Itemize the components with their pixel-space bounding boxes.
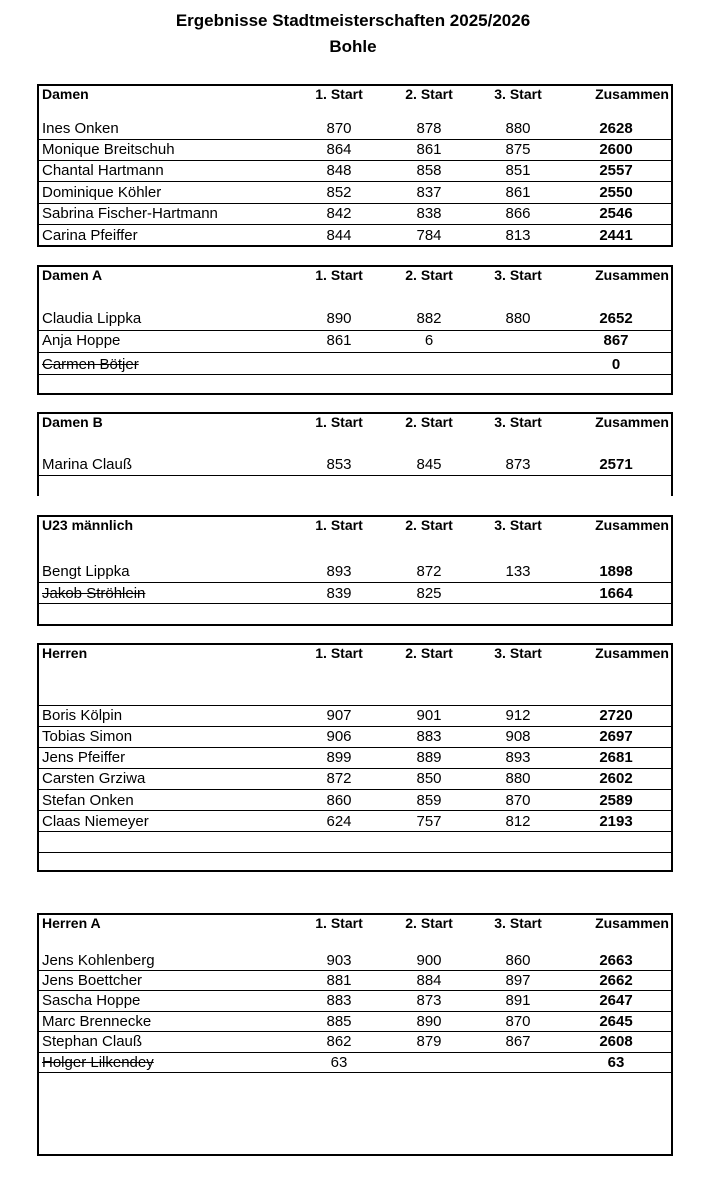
table-row bbox=[39, 562, 671, 582]
column-header-start1: 1. Start bbox=[315, 86, 363, 102]
table-row bbox=[39, 706, 671, 726]
table-row bbox=[39, 951, 671, 971]
results-table bbox=[37, 265, 673, 395]
player-name: Chantal Hartmann bbox=[42, 162, 164, 179]
category-name: Herren A bbox=[42, 915, 101, 931]
results-table bbox=[37, 412, 673, 496]
score-start2: 878 bbox=[416, 120, 442, 137]
score-start2: 900 bbox=[416, 952, 442, 969]
score-start1: 872 bbox=[326, 770, 352, 787]
score-start2: 825 bbox=[416, 585, 442, 602]
score-start3: 908 bbox=[505, 728, 531, 745]
score-start1: 864 bbox=[326, 141, 352, 158]
table-row bbox=[39, 812, 671, 832]
column-header-start2: 2. Start bbox=[405, 86, 453, 102]
score-start2: 6 bbox=[424, 332, 434, 349]
table-header bbox=[39, 515, 671, 535]
score-start3: 880 bbox=[505, 310, 531, 327]
player-name: Tobias Simon bbox=[42, 728, 133, 745]
score-total: 2193 bbox=[599, 813, 633, 830]
score-total: 2697 bbox=[599, 728, 633, 745]
score-start2: 784 bbox=[416, 227, 442, 244]
score-start1: 842 bbox=[326, 205, 352, 222]
row-divider bbox=[37, 475, 673, 476]
table-row bbox=[39, 1032, 671, 1052]
score-start1: 906 bbox=[326, 728, 352, 745]
score-start1: 899 bbox=[326, 749, 352, 766]
score-total: 2681 bbox=[599, 749, 633, 766]
results-table bbox=[37, 84, 673, 247]
player-name: Claas Niemeyer bbox=[42, 813, 149, 830]
column-header-start2: 2. Start bbox=[405, 414, 453, 430]
score-total: 2441 bbox=[599, 227, 633, 244]
score-start1: 907 bbox=[326, 707, 352, 724]
row-divider bbox=[37, 181, 673, 182]
player-name: Monique Breitschuh bbox=[42, 141, 175, 158]
results-table bbox=[37, 913, 673, 1156]
score-start1: 848 bbox=[326, 162, 352, 179]
player-name: Claudia Lippka bbox=[42, 310, 142, 327]
table-row bbox=[39, 971, 671, 991]
table-row bbox=[39, 748, 671, 768]
player-name: Boris Kölpin bbox=[42, 707, 123, 724]
table-header bbox=[39, 84, 671, 104]
column-header-start1: 1. Start bbox=[315, 414, 363, 430]
table-row bbox=[39, 309, 671, 329]
player-name: Holger Lilkendey bbox=[42, 1054, 154, 1071]
column-header-start3: 3. Start bbox=[494, 645, 542, 661]
table-header bbox=[39, 265, 671, 285]
score-start2: 845 bbox=[416, 456, 442, 473]
score-start1: 839 bbox=[326, 585, 352, 602]
score-start3: 851 bbox=[505, 162, 531, 179]
score-start1: 883 bbox=[326, 992, 352, 1009]
score-start3: 870 bbox=[505, 1013, 531, 1030]
column-header-total: Zusammen bbox=[595, 645, 669, 661]
page-subtitle: Bohle bbox=[329, 37, 377, 56]
column-header-total: Zusammen bbox=[595, 915, 669, 931]
score-start1: 870 bbox=[326, 120, 352, 137]
column-header-start3: 3. Start bbox=[494, 517, 542, 533]
score-start1: 861 bbox=[326, 332, 352, 349]
score-start2: 872 bbox=[416, 563, 442, 580]
table-header bbox=[39, 913, 671, 933]
score-start3: 880 bbox=[505, 120, 531, 137]
score-total: 2571 bbox=[599, 456, 633, 473]
column-header-start1: 1. Start bbox=[315, 267, 363, 283]
score-start1: 881 bbox=[326, 972, 352, 989]
score-start2: 901 bbox=[416, 707, 442, 724]
score-start3: 866 bbox=[505, 205, 531, 222]
category-name: U23 männlich bbox=[42, 517, 134, 533]
score-total: 2550 bbox=[599, 184, 633, 201]
player-name: Sabrina Fischer-Hartmann bbox=[42, 205, 218, 222]
column-header-total: Zusammen bbox=[595, 267, 669, 283]
column-header-start2: 2. Start bbox=[405, 267, 453, 283]
score-total: 2720 bbox=[599, 707, 633, 724]
player-name: Stephan Clauß bbox=[42, 1033, 143, 1050]
player-name: Jens Boettcher bbox=[42, 972, 143, 989]
score-total: 2600 bbox=[599, 141, 633, 158]
player-name: Carina Pfeiffer bbox=[42, 227, 138, 244]
row-divider bbox=[37, 582, 673, 583]
player-name: Carmen Bötjer bbox=[42, 356, 139, 373]
score-start3: 880 bbox=[505, 770, 531, 787]
player-name: Stefan Onken bbox=[42, 792, 134, 809]
player-name: Jens Kohlenberg bbox=[42, 952, 155, 969]
score-start3: 813 bbox=[505, 227, 531, 244]
score-start1: 893 bbox=[326, 563, 352, 580]
table-row bbox=[39, 1012, 671, 1032]
score-start2: 859 bbox=[416, 792, 442, 809]
category-name: Herren bbox=[42, 645, 88, 661]
table-row bbox=[39, 1053, 671, 1073]
score-start2: 889 bbox=[416, 749, 442, 766]
player-name: Sascha Hoppe bbox=[42, 992, 141, 1009]
score-total: 1898 bbox=[599, 563, 633, 580]
score-start3: 891 bbox=[505, 992, 531, 1009]
score-start2: 757 bbox=[416, 813, 442, 830]
table-row bbox=[39, 584, 671, 604]
score-start1: 862 bbox=[326, 1033, 352, 1050]
table-row bbox=[39, 455, 671, 475]
score-start3: 897 bbox=[505, 972, 531, 989]
column-header-start1: 1. Start bbox=[315, 645, 363, 661]
score-total: 2647 bbox=[599, 992, 633, 1009]
column-header-total: Zusammen bbox=[595, 414, 669, 430]
score-start2: 882 bbox=[416, 310, 442, 327]
table-row bbox=[39, 727, 671, 747]
row-divider bbox=[37, 352, 673, 353]
column-header-start3: 3. Start bbox=[494, 915, 542, 931]
player-name: Jakob Ströhlein bbox=[42, 585, 146, 602]
column-header-start2: 2. Start bbox=[405, 517, 453, 533]
column-header-start1: 1. Start bbox=[315, 915, 363, 931]
score-total: 2652 bbox=[599, 310, 633, 327]
table-row bbox=[39, 204, 671, 224]
row-divider bbox=[37, 789, 673, 790]
score-start2: 884 bbox=[416, 972, 442, 989]
score-total: 2608 bbox=[599, 1033, 633, 1050]
score-total: 0 bbox=[611, 356, 621, 373]
score-start2: 858 bbox=[416, 162, 442, 179]
table-row bbox=[39, 161, 671, 181]
score-total: 1664 bbox=[599, 585, 633, 602]
category-name: Damen A bbox=[42, 267, 103, 283]
player-name: Jens Pfeiffer bbox=[42, 749, 126, 766]
player-name: Anja Hoppe bbox=[42, 332, 121, 349]
score-start1: 903 bbox=[326, 952, 352, 969]
column-header-total: Zusammen bbox=[595, 517, 669, 533]
score-start3: 867 bbox=[505, 1033, 531, 1050]
score-total: 2546 bbox=[599, 205, 633, 222]
score-start3: 133 bbox=[505, 563, 531, 580]
score-start2: 873 bbox=[416, 992, 442, 1009]
score-start1: 853 bbox=[326, 456, 352, 473]
table-row bbox=[39, 791, 671, 811]
score-start2: 838 bbox=[416, 205, 442, 222]
table-row bbox=[39, 226, 671, 246]
table-row bbox=[39, 991, 671, 1011]
score-total: 2589 bbox=[599, 792, 633, 809]
category-name: Damen bbox=[42, 86, 89, 102]
player-name: Marina Clauß bbox=[42, 456, 133, 473]
score-start3: 860 bbox=[505, 952, 531, 969]
score-start3: 875 bbox=[505, 141, 531, 158]
score-start1: 890 bbox=[326, 310, 352, 327]
score-start2: 890 bbox=[416, 1013, 442, 1030]
score-start3: 861 bbox=[505, 184, 531, 201]
score-total: 2557 bbox=[599, 162, 633, 179]
player-name: Dominique Köhler bbox=[42, 184, 162, 201]
column-header-start3: 3. Start bbox=[494, 414, 542, 430]
table-header bbox=[39, 643, 671, 663]
player-name: Carsten Grziwa bbox=[42, 770, 146, 787]
column-header-start1: 1. Start bbox=[315, 517, 363, 533]
table-row bbox=[39, 331, 671, 351]
score-total: 63 bbox=[607, 1054, 625, 1071]
score-total: 2602 bbox=[599, 770, 633, 787]
score-start2: 883 bbox=[416, 728, 442, 745]
column-header-start2: 2. Start bbox=[405, 915, 453, 931]
table-header bbox=[39, 412, 671, 432]
score-start2: 850 bbox=[416, 770, 442, 787]
column-header-start2: 2. Start bbox=[405, 645, 453, 661]
player-name: Ines Onken bbox=[42, 120, 119, 137]
score-start1: 624 bbox=[326, 813, 352, 830]
score-start3: 873 bbox=[505, 456, 531, 473]
score-start2: 879 bbox=[416, 1033, 442, 1050]
category-name: Damen B bbox=[42, 414, 103, 430]
score-start3: 870 bbox=[505, 792, 531, 809]
table-row bbox=[39, 183, 671, 203]
table-row bbox=[39, 769, 671, 789]
player-name: Bengt Lippka bbox=[42, 563, 130, 580]
column-header-start3: 3. Start bbox=[494, 267, 542, 283]
score-total: 2628 bbox=[599, 120, 633, 137]
score-start2: 837 bbox=[416, 184, 442, 201]
row-divider bbox=[37, 224, 673, 225]
column-header-start3: 3. Start bbox=[494, 86, 542, 102]
score-start1: 844 bbox=[326, 227, 352, 244]
score-start1: 885 bbox=[326, 1013, 352, 1030]
score-total: 2645 bbox=[599, 1013, 633, 1030]
results-table bbox=[37, 643, 673, 872]
score-start1: 63 bbox=[330, 1054, 348, 1071]
score-start3: 893 bbox=[505, 749, 531, 766]
score-start1: 852 bbox=[326, 184, 352, 201]
score-start3: 812 bbox=[505, 813, 531, 830]
score-total: 867 bbox=[603, 332, 629, 349]
table-row bbox=[39, 119, 671, 139]
row-divider bbox=[37, 852, 673, 853]
page-title: Ergebnisse Stadtmeisterschaften 2025/2026 bbox=[175, 11, 531, 30]
column-header-total: Zusammen bbox=[595, 86, 669, 102]
player-name: Marc Brennecke bbox=[42, 1013, 152, 1030]
score-start3: 912 bbox=[505, 707, 531, 724]
score-total: 2663 bbox=[599, 952, 633, 969]
score-start2: 861 bbox=[416, 141, 442, 158]
table-row bbox=[39, 355, 671, 375]
table-row bbox=[39, 140, 671, 160]
score-start1: 860 bbox=[326, 792, 352, 809]
score-total: 2662 bbox=[599, 972, 633, 989]
results-table bbox=[37, 515, 673, 626]
